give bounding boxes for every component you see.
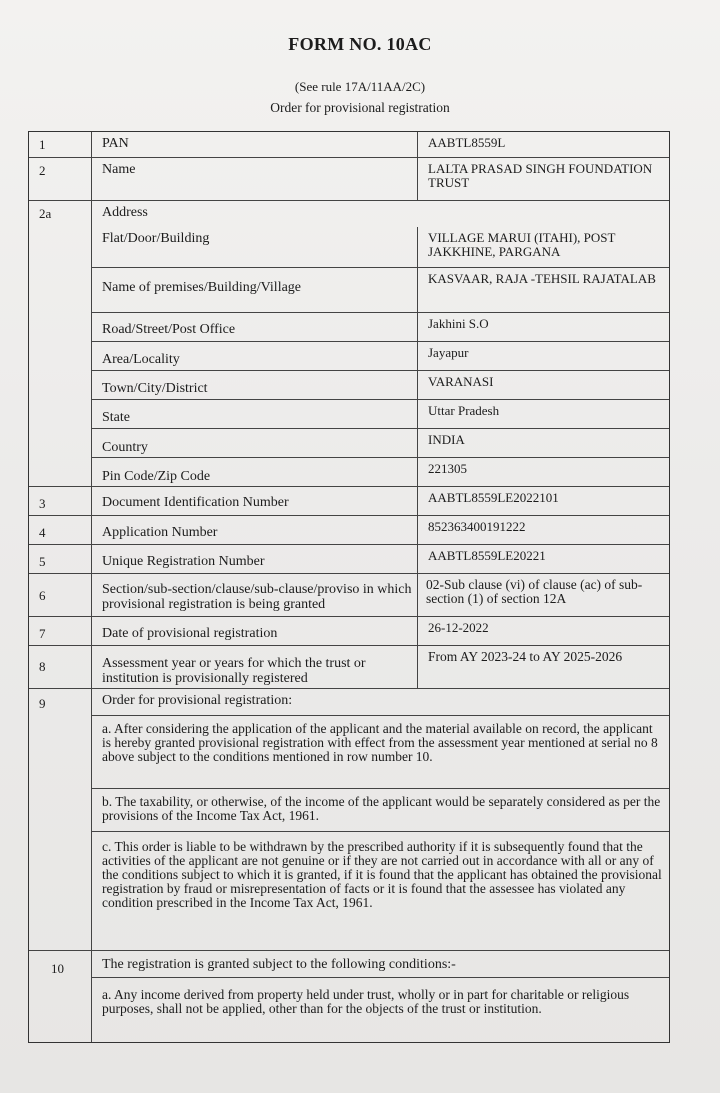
field-label: Name of premises/Building/Village (102, 280, 302, 295)
table-row-assessment-year (29, 646, 669, 689)
field-label: PAN (102, 136, 129, 151)
field-label: Name (102, 162, 136, 177)
field-value: VARANASI (417, 371, 669, 399)
serial-number: 6 (29, 574, 92, 616)
serial-number: 7 (29, 617, 92, 645)
serial-number: 3 (29, 487, 92, 515)
field-label: Flat/Door/Building (102, 231, 210, 246)
field-label: Country (102, 440, 148, 455)
order-clause-c (92, 832, 669, 950)
field-label: Pin Code/Zip Code (102, 469, 211, 484)
table-row-name (29, 158, 669, 201)
field-value: INDIA (417, 429, 669, 457)
order-group (29, 689, 669, 950)
field-value: LALTA PRASAD SINGH FOUNDATION TRUST (417, 158, 669, 200)
form-title: FORM NO. 10AC (288, 34, 432, 54)
serial-number: 2 (29, 158, 92, 200)
field-label: Date of provisional registration (102, 626, 278, 641)
serial-number: 1 (29, 132, 92, 157)
field-value: From AY 2023-24 to AY 2025-2026 (417, 646, 669, 688)
field-label: Section/sub-section/clause/sub-clause/proviso in which provisional registration is being granted (102, 582, 412, 612)
field-label: Area/Locality (102, 352, 180, 367)
table-row-pan (29, 132, 669, 158)
field-label: Document Identification Number (102, 495, 289, 510)
table-row-premises (92, 268, 669, 313)
table-row-state (92, 400, 669, 429)
serial-number: 9 (29, 689, 92, 950)
field-value: KASVAAR, RAJA -TEHSIL RAJATALAB (417, 268, 669, 312)
table-row-road (92, 313, 669, 342)
table-row-address (29, 201, 669, 227)
serial-number: 2a (29, 201, 92, 486)
table-row-document-id (29, 487, 669, 516)
field-value: AABTL8559LE20221 (417, 545, 669, 573)
table-row-unique-registration (29, 545, 669, 574)
order-heading-row (92, 689, 669, 716)
form-rule: (See rule 17A/11AA/2C) (294, 79, 426, 94)
field-value: 221305 (417, 458, 669, 486)
serial-number: 5 (29, 545, 92, 573)
clause-text: c. This order is liable to be withdrawn by the prescribed authority if it is subsequently found that the activities of the applicant are not genuine or if they are not carried out in accordance with all or any of the conditions subject to which it is granted, if it is found that the applicant has obtained the provisional registration by fraud or misrepresentation of facts or it is found that the assessee has violated any condition prescribed in the Income Tax Act, 1961. (102, 839, 662, 910)
clause-text: b. The taxability, or otherwise, of the income of the applicant would be separately considered as per the provisions of the Income Tax Act, 1961. (102, 794, 661, 823)
registration-table (28, 131, 670, 1043)
field-value: AABTL8559L (417, 132, 669, 157)
serial-number: 10 (29, 951, 92, 1042)
serial-number: 4 (29, 516, 92, 544)
conditions-clause-a (92, 978, 669, 1042)
order-heading: Order for provisional registration: (102, 693, 293, 708)
table-row-section (29, 574, 669, 617)
order-clause-a (92, 716, 669, 789)
order-clause-b (92, 789, 669, 832)
conditions-heading: The registration is granted subject to the following conditions:- (102, 957, 456, 972)
table-row-application-number (29, 516, 669, 545)
field-value: 852363400191222 (417, 516, 669, 544)
field-label: State (102, 410, 130, 425)
table-row-town (92, 371, 669, 400)
field-value: AABTL8559LE2022101 (417, 487, 669, 515)
field-value: 26-12-2022 (417, 617, 669, 645)
clause-text: a. Any income derived from property held under trust, wholly or in part for charitable or religious purposes, shall not be applied, other than for the objects of the trust or institution. (102, 987, 630, 1016)
form-subtitle: Order for provisional registration (270, 100, 450, 115)
field-label: Application Number (102, 525, 218, 540)
field-value: 02-Sub clause (vi) of clause (ac) of sub-section (1) of section 12A (417, 574, 669, 616)
field-value: VILLAGE MARUI (ITAHI), POST JAKKHINE, PARGANA (417, 227, 669, 267)
conditions-heading-row (92, 951, 669, 978)
field-value: Uttar Pradesh (417, 400, 669, 428)
table-row-date (29, 617, 669, 646)
table-row-area (92, 342, 669, 371)
field-value: Jakhini S.O (417, 313, 669, 341)
clause-text: a. After considering the application of the applicant and the material available on record, the applicant is hereby granted provisional registration with effect from the assessment year mentioned at serial no 8 above subject to the conditions mentioned in row number 10. (102, 721, 658, 764)
field-label: Town/City/District (102, 381, 208, 396)
serial-number: 8 (29, 646, 92, 688)
table-row-flat (92, 227, 669, 268)
conditions-group (29, 951, 669, 1042)
field-label: Address (102, 205, 148, 220)
field-value: Jayapur (417, 342, 669, 370)
field-label: Assessment year or years for which the trust or institution is provisionally registered (102, 656, 366, 686)
table-row-country (92, 429, 669, 458)
table-row-pincode (92, 458, 669, 486)
field-label: Unique Registration Number (102, 554, 265, 569)
field-label: Road/Street/Post Office (102, 322, 236, 337)
address-group (29, 201, 669, 486)
